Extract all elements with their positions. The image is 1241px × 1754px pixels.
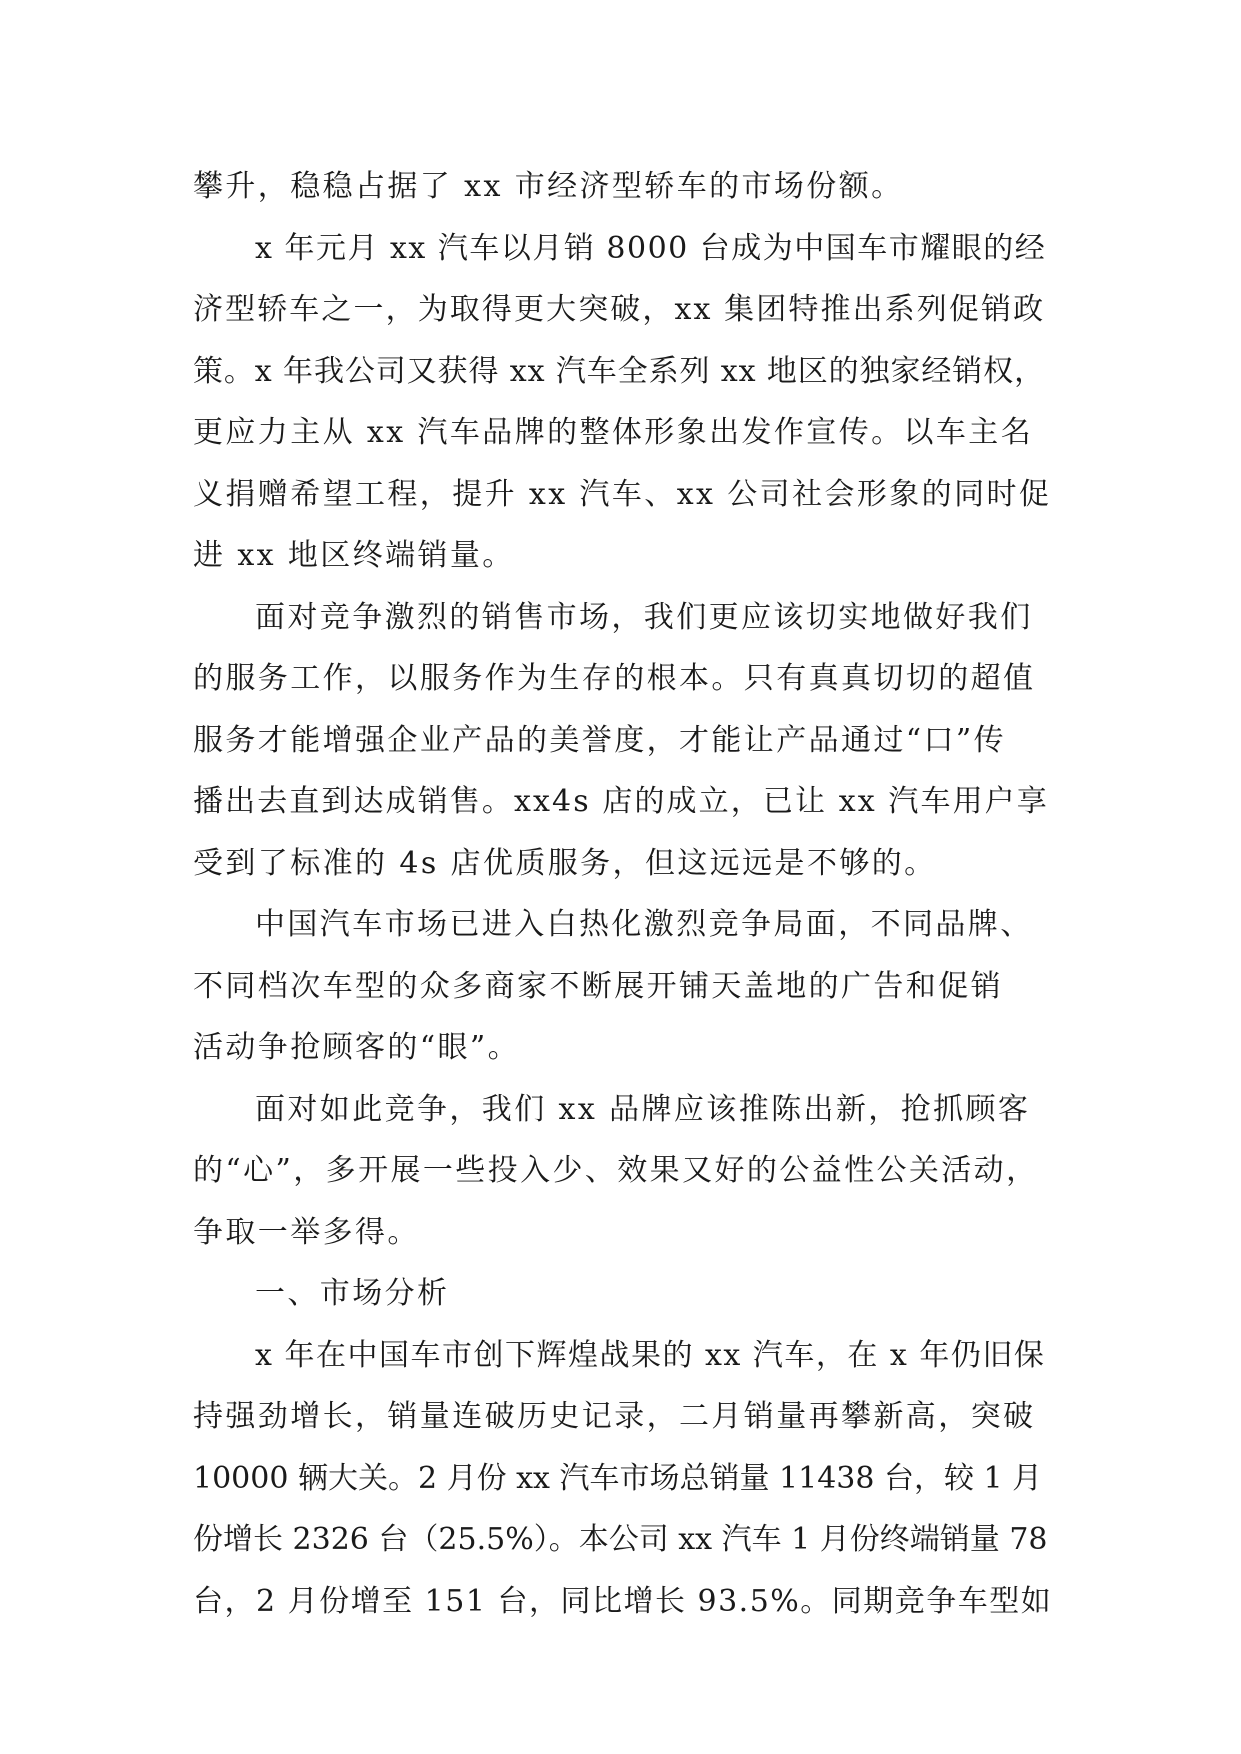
paragraph-first-line: 面对竞争激烈的销售市场，我们更应该切实地做好我们 xyxy=(255,599,1033,635)
text-line: 的“心”，多开展一些投入少、效果又好的公益性公关活动， xyxy=(193,1153,1039,1188)
paragraph-first-line: 中国汽车市场已进入白热化激烈竞争局面，不同品牌、 xyxy=(255,907,1033,942)
text-line: 的服务工作，以服务作为生存的根本。只有真真切切的超值 xyxy=(193,661,1036,696)
paragraph-first-line: 面对如此竞争，我们 xx 品牌应该推陈出新，抢抓顾客 xyxy=(255,1091,1031,1127)
text-line: 播出去直到达成销售。xx4s 店的成立，已让 xx 汽车用户享 xyxy=(193,784,1049,819)
text-line: 持强劲增长，销量连破历史记录，二月销量再攀新高，突破 xyxy=(193,1399,1036,1434)
text-line: 争取一举多得。 xyxy=(193,1214,420,1250)
text-line: 不同档次车型的众多商家不断展开铺天盖地的广告和促销 xyxy=(193,968,1003,1004)
text-line: 义捐赠希望工程，提升 xx 汽车、xx 公司社会形象的同时促 xyxy=(193,476,1052,512)
text-line: 份增长 2326 台（25.5%）。本公司 xx 汽车 1 月份终端销量 78 xyxy=(193,1522,1048,1557)
text-line: 攀升，稳稳占据了 xx 市经济型轿车的市场份额。 xyxy=(193,169,904,204)
text-line: 更应力主从 xx 汽车品牌的整体形象出发作宣传。以车主名 xyxy=(193,415,1034,450)
text-line: 受到了标准的 4s 店优质服务，但这远远是不够的。 xyxy=(193,845,937,881)
text-line: 进 xx 地区终端销量。 xyxy=(193,538,515,573)
paragraph-first-line: x 年在中国车市创下辉煌战果的 xx 汽车，在 x 年仍旧保 xyxy=(255,1337,1046,1373)
text-line: 服务才能增强企业产品的美誉度，才能让产品通过“口”传 xyxy=(193,722,1007,758)
text-line: 济型轿车之一，为取得更大突破，xx 集团特推出系列促销政 xyxy=(193,292,1046,327)
text-line: 策。x 年我公司又获得 xx 汽车全系列 xx 地区的独家经销权， xyxy=(193,353,1045,389)
paragraph-first-line: 一、市场分析 xyxy=(255,1276,450,1311)
document-body xyxy=(193,156,1053,1632)
text-line: 10000 辆大关。2 月份 xx 汽车市场总销量 11438 台，较 1 月 xyxy=(193,1460,1043,1496)
text-line: 台，2 月份增至 151 台，同比增长 93.5%。同期竞争车型如 xyxy=(193,1583,1053,1619)
text-line: 活动争抢顾客的“眼”。 xyxy=(193,1030,521,1065)
paragraph-first-line: x 年元月 xx 汽车以月销 8000 台成为中国车市耀眼的经 xyxy=(255,230,1047,266)
